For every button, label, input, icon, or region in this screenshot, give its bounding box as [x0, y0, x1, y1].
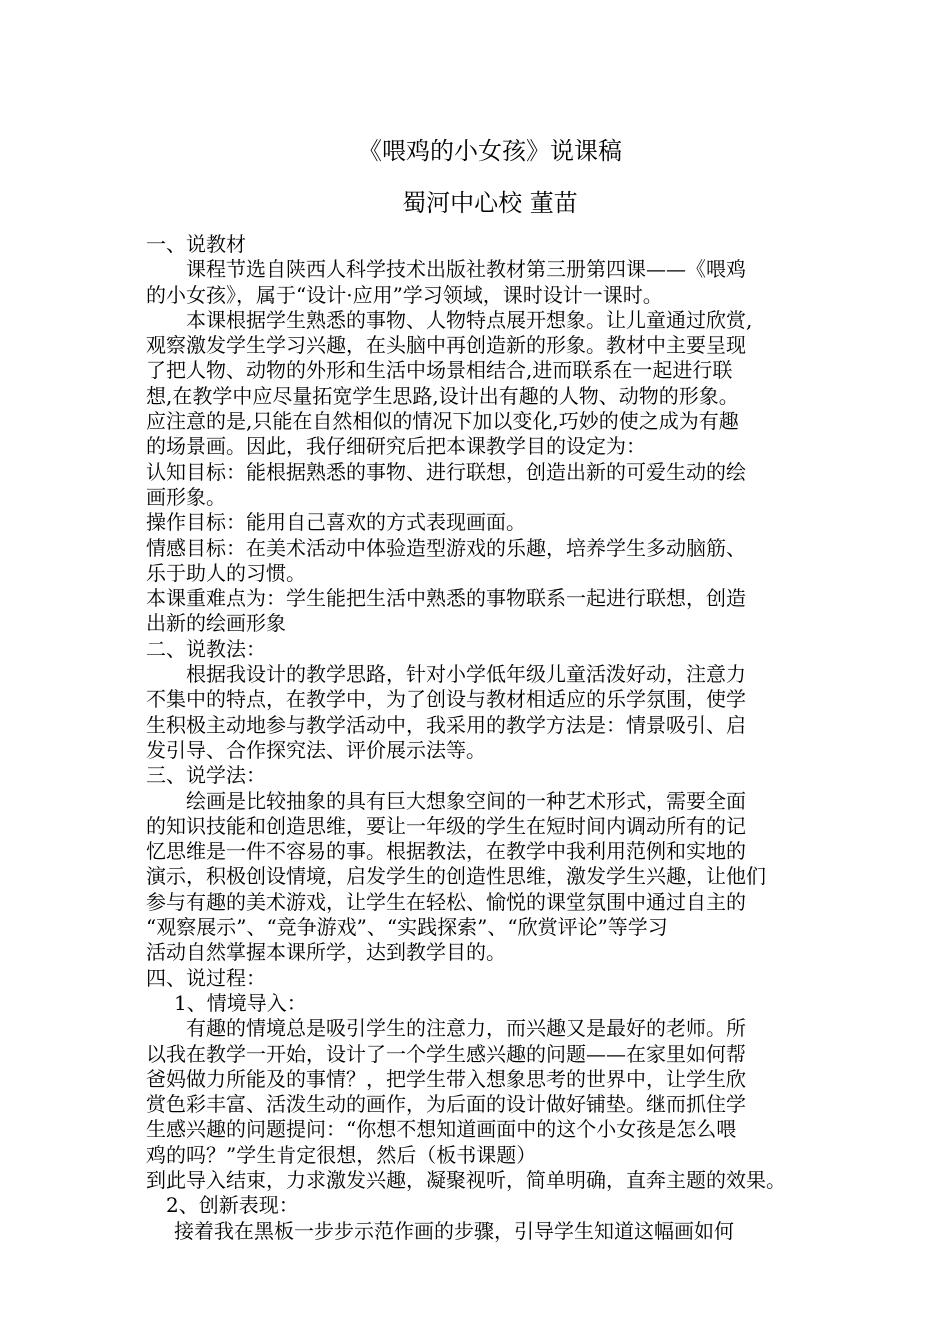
text-line: 认知目标：能根据熟悉的事物、进行联想，创造出新的可爱生动的绘 [146, 459, 746, 484]
text-line: 忆思维是一件不容易的事。根据教法，在教学中我利用范例和实地的 [146, 839, 746, 864]
text-line: 演示，积极创设情境，启发学生的创造性思维，激发学生兴趣，让他们 [146, 864, 766, 889]
document-author: 蜀河中心校 董苗 [402, 189, 578, 217]
text-line: 乐于助人的习惯。 [146, 560, 306, 585]
text-line: 的知识技能和创造思维，要让一年级的学生在短时间内调动所有的记 [146, 813, 746, 838]
text-line: 三、说学法： [146, 763, 266, 788]
text-line: 有趣的情境总是吸引学生的注意力，而兴趣又是最好的老师。所 [186, 1016, 746, 1041]
document-title: 《喂鸡的小女孩》说课稿 [358, 137, 622, 165]
text-line: 本课根据学生熟悉的事物、人物特点展开想象。让儿童通过欣赏, [186, 307, 753, 332]
text-line: 生感兴趣的问题提问：“你想不想知道画面中的这个小女孩是怎么喂 [146, 1117, 737, 1142]
text-line: 不集中的特点，在教学中，为了创设与教材相适应的乐学氛围，使学 [146, 687, 746, 712]
text-line: 的场景画。因此，我仔细研究后把本课教学目的设定为： [146, 434, 646, 459]
text-line: 四、说过程： [146, 965, 266, 990]
text-line: 本课重难点为：学生能把生活中熟悉的事物联系一起进行联想，创造 [146, 586, 746, 611]
document-page [146, 134, 812, 1244]
text-line: 观察激发学生学习兴趣，在头脑中再创造新的形象。教材中主要呈现 [146, 333, 746, 358]
text-line: 绘画是比较抽象的具有巨大想象空间的一种艺术形式，需要全面 [186, 788, 746, 813]
text-line: “观察展示”、“竞争游戏”、“实践探索”、“欣赏评论”等学习 [146, 915, 668, 940]
text-line: 二、说教法： [146, 636, 266, 661]
text-line: 生积极主动地参与教学活动中，我采用的教学方法是：情景吸引、启 [146, 712, 746, 737]
text-line: 了把人物、动物的外形和生活中场景相结合,进而联系在一起进行联 [146, 358, 733, 383]
text-line: 出新的绘画形象 [146, 611, 286, 636]
text-line: 画形象。 [146, 484, 226, 509]
text-line: 接着我在黑板一步步示范作画的步骤，引导学生知道这幅画如何 [174, 1218, 734, 1243]
document-body [146, 232, 812, 1244]
text-line: 2、创新表现： [166, 1193, 299, 1218]
text-line: 一、说教材 [146, 232, 246, 256]
text-line: 的小女孩》，属于“设计·应用”学习领域，课时设计一课时。 [146, 282, 663, 307]
text-line: 发引导、合作探究法、评价展示法等。 [146, 737, 486, 762]
text-line: 情感目标：在美术活动中体验造型游戏的乐趣，培养学生多动脑筋、 [146, 535, 746, 560]
text-line: 想,在教学中应尽量拓宽学生思路,设计出有趣的人物、动物的形象。 [146, 383, 739, 408]
text-line: 1、情境导入： [174, 990, 307, 1015]
text-line: 以我在教学一开始，设计了一个学生感兴趣的问题——在家里如何帮 [146, 1041, 746, 1066]
text-line: 根据我设计的教学思路，针对小学低年级儿童活泼好动，注意力 [186, 662, 746, 687]
text-line: 操作目标：能用自己喜欢的方式表现画面。 [146, 510, 526, 535]
text-line: 活动自然掌握本课所学，达到教学目的。 [146, 940, 506, 965]
text-line: 课程节选自陕西人科学技术出版社教材第三册第四课——《喂鸡 [186, 257, 746, 282]
text-line: 爸妈做力所能及的事情？，把学生带入想象思考的世界中，让学生欣 [146, 1066, 746, 1091]
text-line: 赏色彩丰富、活泼生动的画作，为后面的设计做好铺垫。继而抓住学 [146, 1092, 746, 1117]
text-line: 到此导入结束，力求激发兴趣，凝聚视听，简单明确，直奔主题的效果。 [146, 1167, 786, 1192]
text-line: 参与有趣的美术游戏，让学生在轻松、愉悦的课堂氛围中通过自主的 [146, 889, 746, 914]
text-line: 应注意的是,只能在自然相似的情况下加以变化,巧妙的使之成为有趣 [146, 409, 739, 434]
text-line: 鸡的吗？”学生肯定很想，然后（板书课题） [146, 1142, 537, 1167]
